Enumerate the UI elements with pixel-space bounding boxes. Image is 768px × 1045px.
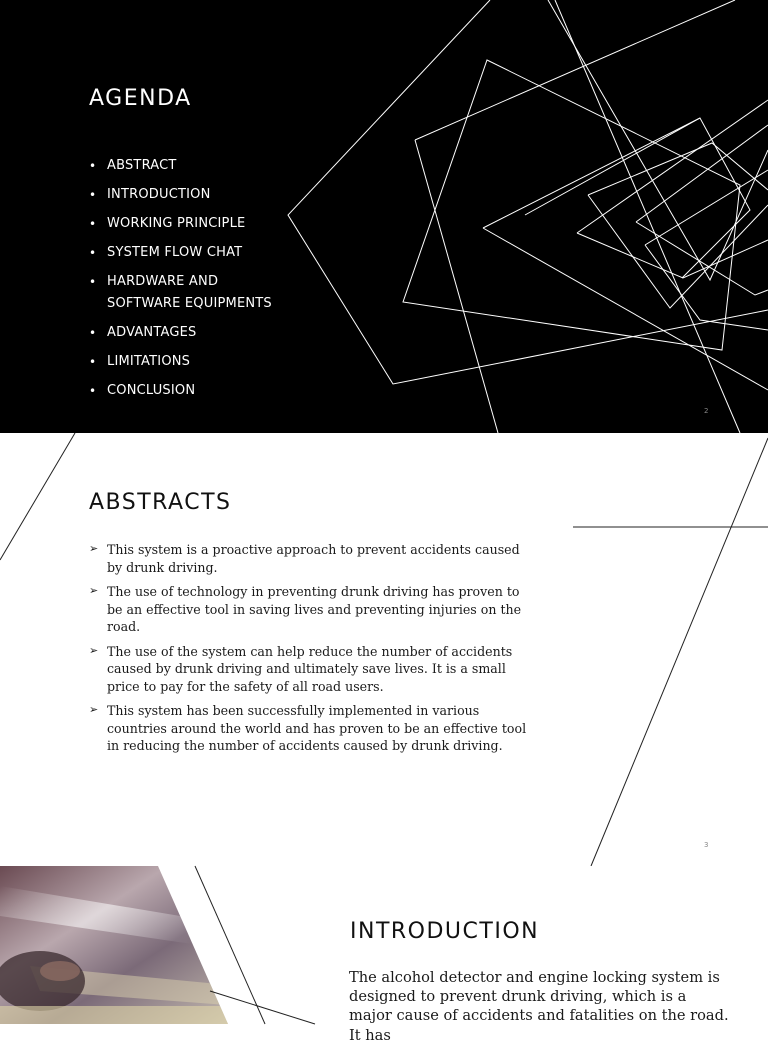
- agenda-title: AGENDA: [89, 86, 192, 111]
- agenda-item-limitations: • LIMITATIONS: [89, 351, 289, 373]
- introduction-photo: [0, 866, 340, 1024]
- introduction-body: The alcohol detector and engine locking system is designed to prevent drunk driving, which is a major cause of accidents and fatalities on the road. It has: [349, 969, 729, 1044]
- introduction-slide: [0, 866, 768, 1044]
- agenda-item-abstract: • ABSTRACT: [89, 155, 289, 177]
- abstract-title: ABSTRACTS: [89, 490, 232, 515]
- abstract-slide: [0, 433, 768, 866]
- agenda-page-number: 2: [704, 407, 709, 415]
- abstract-page-number: 3: [704, 841, 709, 849]
- abstract-list: [89, 541, 534, 762]
- agenda-item-hardware-software: • HARDWARE AND SOFTWARE EQUIPMENTS: [89, 271, 289, 315]
- abstract-item-1: ➢ This system is a proactive approach to prevent accidents caused by drunk driving.: [89, 541, 534, 576]
- agenda-item-conclusion: • CONCLUSION: [89, 380, 289, 402]
- abstract-item-2: ➢ The use of technology in preventing drunk driving has proven to be an effective tool in saving lives and preventing injuries on the road.: [89, 583, 534, 636]
- agenda-list: [89, 155, 289, 409]
- abstract-item-4: ➢ This system has been successfully implemented in various countries around the world and has proven to be an effective tool in reducing the number of accidents caused by drunk driving.: [89, 702, 534, 755]
- agenda-item-working-principle: • WORKING PRINCIPLE: [89, 213, 289, 235]
- agenda-item-system-flow-chat: • SYSTEM FLOW CHAT: [89, 242, 289, 264]
- agenda-slide: [0, 0, 768, 433]
- abstract-item-3: ➢ The use of the system can help reduce the number of accidents caused by drunk driving and ultimately save lives. It is a small price to pay for the safety of all road users.: [89, 643, 534, 696]
- agenda-item-advantages: • ADVANTAGES: [89, 322, 289, 344]
- agenda-item-introduction: • INTRODUCTION: [89, 184, 289, 206]
- introduction-title: INTRODUCTION: [350, 919, 540, 944]
